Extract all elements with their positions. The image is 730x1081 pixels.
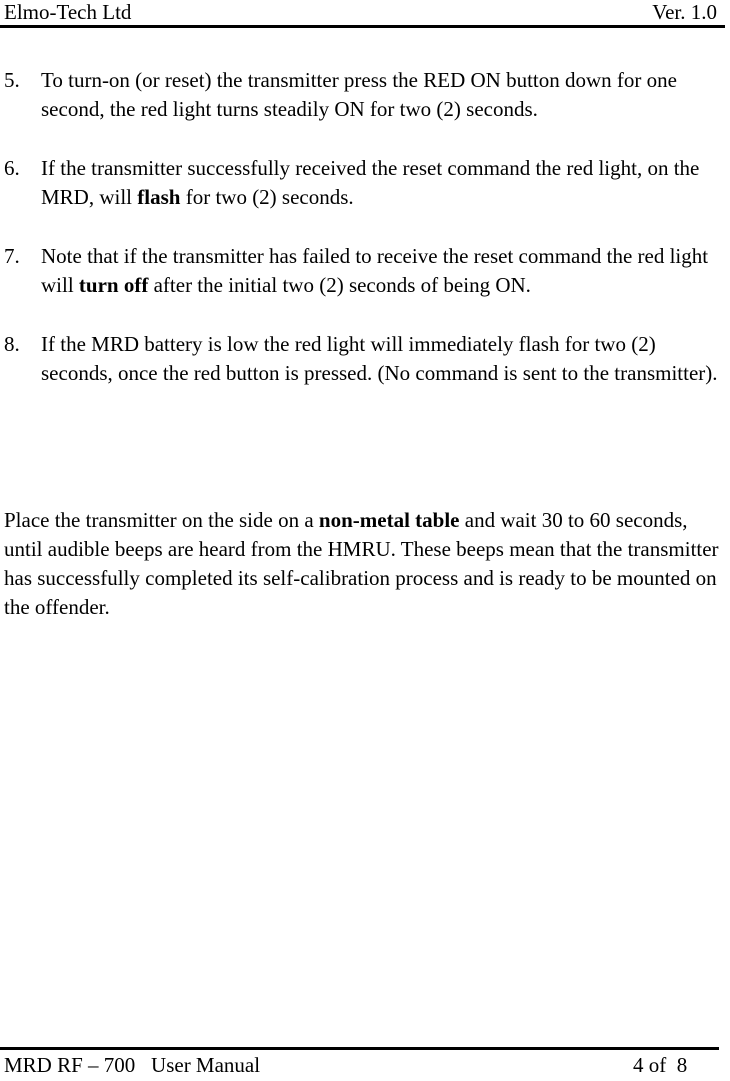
version-label: Ver. 1.0 bbox=[652, 0, 717, 24]
step-number: 5. bbox=[4, 68, 20, 92]
step-text-segment: after the initial two (2) seconds of being ON. bbox=[148, 273, 531, 297]
step-text bbox=[41, 332, 718, 385]
company-name: Elmo-Tech Ltd bbox=[4, 0, 132, 24]
step-text bbox=[41, 244, 708, 297]
page-header bbox=[0, 0, 725, 28]
placement-paragraph bbox=[4, 506, 730, 622]
step-number: 7. bbox=[4, 244, 20, 268]
step-text-segment: Note that if the transmitter has failed to receive the reset command the red light will bbox=[41, 244, 709, 297]
list-item bbox=[0, 242, 725, 300]
step-text bbox=[41, 156, 699, 209]
step-list bbox=[0, 66, 725, 418]
paragraph-text-segment: Place the transmitter on the side on a bbox=[4, 508, 319, 532]
step-number: 6. bbox=[4, 156, 20, 180]
step-text-segment: To turn-on (or reset) the transmitter press the RED ON button down for one second, the red light turns steadily ON for two (2) seconds. bbox=[41, 68, 677, 121]
emphasis-text: flash bbox=[137, 185, 181, 209]
list-item bbox=[0, 154, 725, 212]
emphasis-text: turn off bbox=[78, 273, 149, 297]
step-text-segment: for two (2) seconds. bbox=[180, 185, 354, 209]
page-footer bbox=[0, 1047, 719, 1081]
step-text-segment: If the MRD battery is low the red light will immediately flash for two (2) seconds, once the red button is pressed. (No command is sent to the transmitter). bbox=[41, 332, 718, 385]
list-item bbox=[0, 330, 725, 388]
step-text bbox=[41, 68, 677, 121]
page-number: 4 of 8 bbox=[633, 1053, 688, 1077]
document-title: MRD RF – 700 User Manual bbox=[4, 1053, 261, 1077]
step-number: 8. bbox=[4, 332, 20, 356]
list-item bbox=[0, 66, 725, 124]
step-text-segment: If the transmitter successfully received the reset command the red light, on the MRD, will bbox=[41, 156, 700, 209]
emphasis-text: non-metal table bbox=[318, 508, 460, 532]
paragraph-text-segment: and wait 30 to 60 seconds, until audible beeps are heard from the HMRU. These beeps mean that the transmitter has successfully completed its self-calibration process and is ready to be mounted on the offender. bbox=[4, 508, 719, 619]
